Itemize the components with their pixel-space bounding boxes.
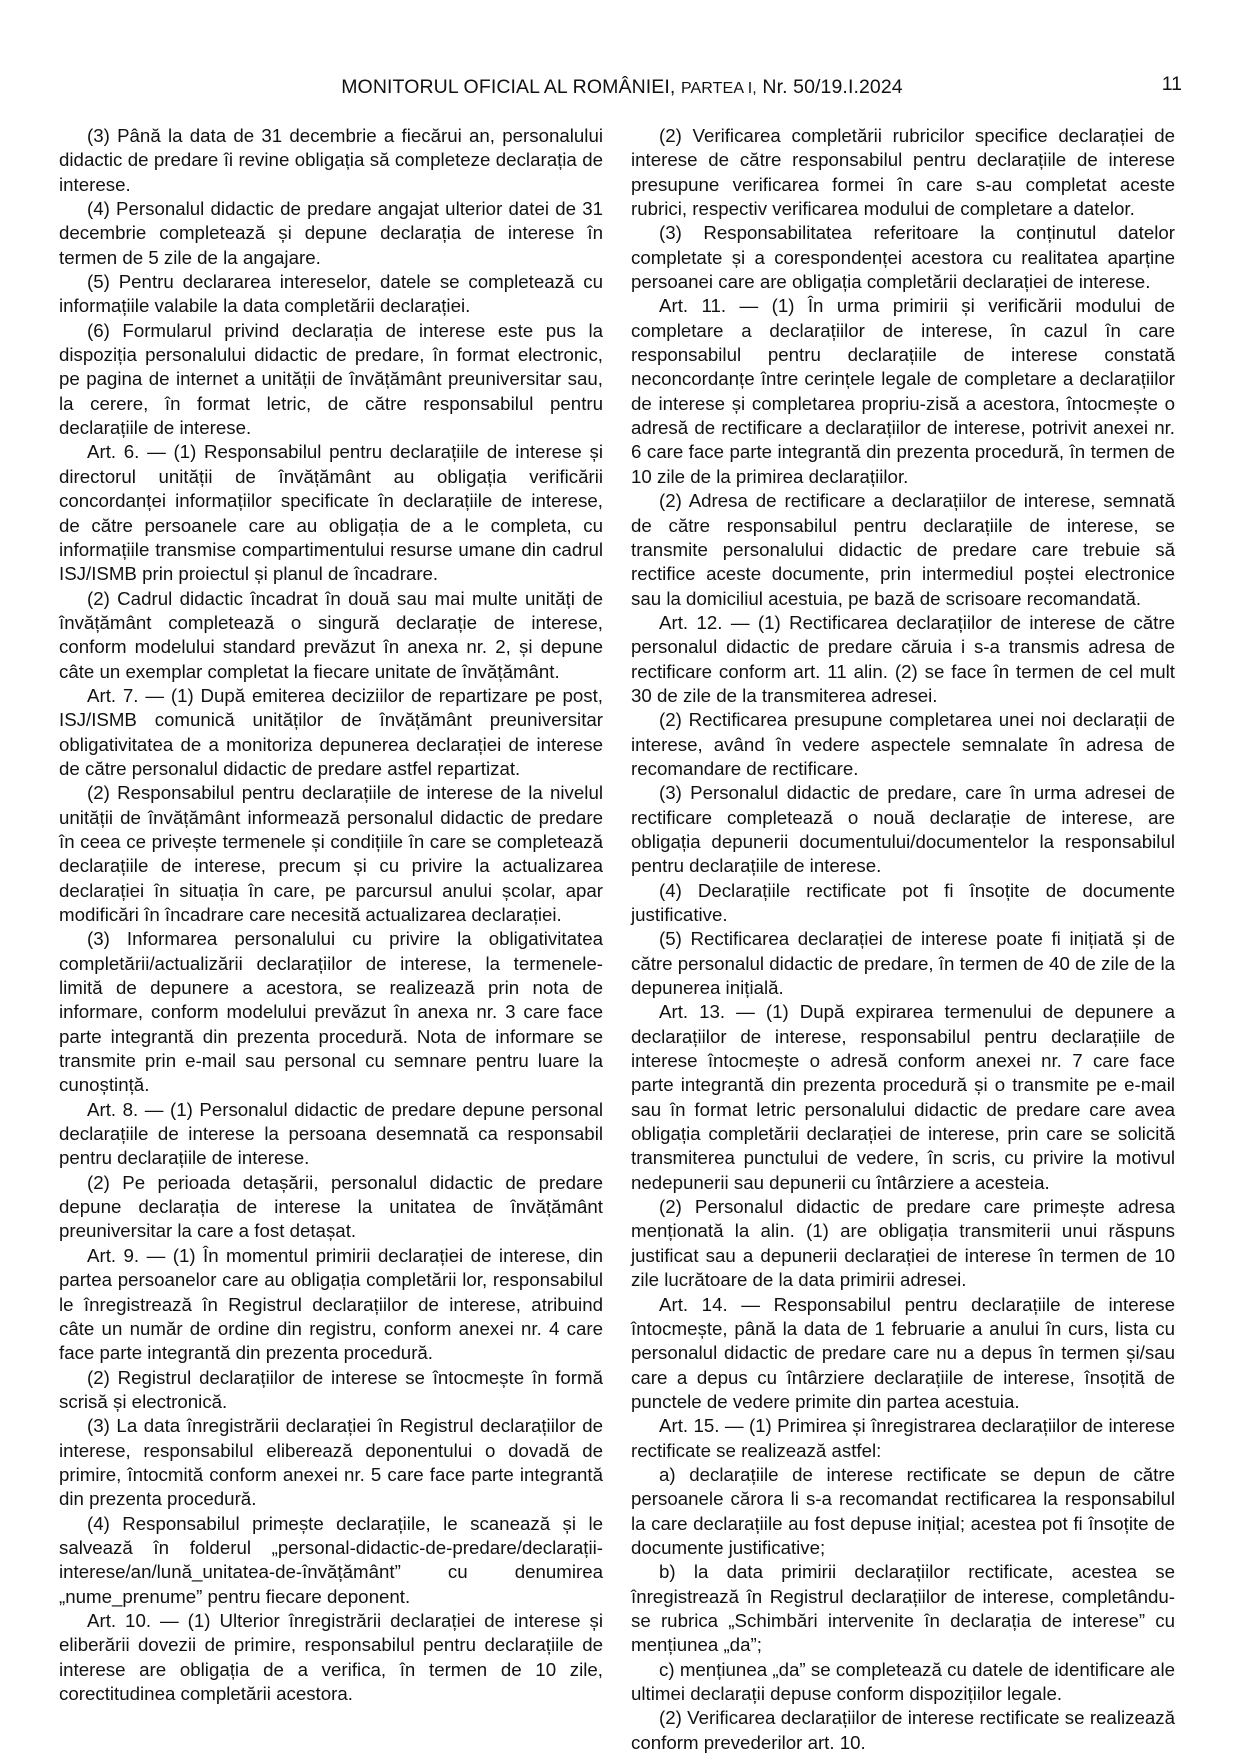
- list-item: b) la data primirii declarațiilor rectificate, acestea se înregistrează în Registrul declarațiilor de interese, completându-se rubrica „Schimbări intervenite în declarația de interese” cu mențiunea „da”;: [631, 1561, 1175, 1656]
- issue-number: Nr. 50/19.I.2024: [762, 76, 903, 98]
- paragraph: (4) Declarațiile rectificate pot fi însoțite de documente justificative.: [631, 879, 1175, 925]
- article-6: Art. 6. — (1) Responsabilul pentru declarațiile de interese și directorul unității de învățământ au obligația verificării concordanței informațiilor specificate în declarațiile de interese, de către persoanele care au obligația de a le completa, cu informațiile transmise compartimentului resurse umane din cadrul ISJ/ISMB prin proiectul și planul de încadrare.: [59, 441, 603, 585]
- article-11: Art. 11. — (1) În urma primirii și verificării modului de completare a declarațiilor de interese, în cazul în care responsabilul pentru declarațiile de interese constată neconcordanțe între cerințele legale de completare a declarațiilor de interese și completarea propriu-zisă a acestora, întocmește o adresă de rectificare a declarațiilor de interese, potrivit anexei nr. 6 care face parte integrantă din prezenta procedură, în termen de 10 zile de la primirea declarațiilor.: [631, 295, 1175, 487]
- page-header: [62, 73, 1182, 106]
- article-8: Art. 8. — (1) Personalul didactic de predare depune personal declarațiile de interese la persoana desemnată ca responsabil pentru declarațiile de interese.: [59, 1098, 603, 1169]
- right-column: [631, 124, 1175, 1755]
- paragraph: (4) Personalul didactic de predare angajat ulterior datei de 31 decembrie completează și depune declarația de interese în termen de 5 zile de la angajare.: [59, 198, 603, 268]
- paragraph: (2) Cadrul didactic încadrat în două sau mai multe unități de învățământ completează o singură declarație de interese, conform modelului standard prevăzut în anexa nr. 2, și depune câte un exemplar completat la fiecare unitate de învățământ.: [59, 587, 603, 682]
- paragraph: (5) Rectificarea declarației de interese poate fi inițiată și de către personalul didactic de predare, în termen de 40 de zile de la depunerea inițială.: [631, 928, 1175, 999]
- publication-part: PARTEA I,: [680, 80, 757, 97]
- left-column: [59, 124, 603, 1706]
- paragraph: (2) Adresa de rectificare a declarațiilor de interese, semnată de către responsabilul pentru declarațiile de interese, se transmite personalului didactic de predare care trebuie să rectifice aceste documente, prin intermediul poștei electronice sau la domiciliul acestuia, pe bază de scrisoare recomandată.: [631, 490, 1175, 609]
- paragraph: (5) Pentru declararea intereselor, datele se completează cu informațiile valabile la data completării declarației.: [59, 271, 603, 317]
- paragraph: (2) Responsabilul pentru declarațiile de interese de la nivelul unității de învățământ informează personalul didactic de predare în ceea ce privește termenele și condițiile în care se completează declarațiile de interese, precum și cu privire la actualizarea declarației în situația în care, pe parcursul anului școlar, apar modificări în încadrare care necesită actualizarea declarației.: [59, 782, 603, 925]
- paragraph: (3) Responsabilitatea referitoare la conținutul datelor completate și a corespondenței acestora cu realitatea aparține persoanei care are obligația completării declarației de interese.: [631, 222, 1175, 293]
- article-12: Art. 12. — (1) Rectificarea declarațiilor de interese de către personalul didactic de predare căruia i s-a transmis adresa de rectificare conform art. 11 alin. (2) se face în termen de cel mult 30 de zile de la transmiterea adresei.: [631, 611, 1175, 706]
- article-7: Art. 7. — (1) După emiterea deciziilor de repartizare pe post, ISJ/ISMB comunică unităților de învățământ preuniversitar obligativitatea de a monitoriza depunerea declarației de interese de către personalul didactic de predare astfel repartizat.: [59, 684, 603, 779]
- article-13: Art. 13. — (1) După expirarea termenului de depunere a declarațiilor de interese, responsabilul pentru declarațiile de interese întocmește o adresă conform anexei nr. 7 care face parte integrantă din prezenta procedură și o transmite pe e-mail sau în format letric personalului didactic de predare care avea obligația completării declarației de interese, prin care se solicită transmiterea punctului de vedere, în scris, cu privire la motivul nedepunerii sau depunerii cu întârziere a acesteia.: [631, 1001, 1175, 1193]
- publication-title: [62, 76, 1182, 99]
- article-14: Art. 14. — Responsabilul pentru declarațiile de interese întocmește, până la data de 1 februarie a anului în curs, lista cu personalul didactic de predare care nu a depus în termen și/sau care a depus cu întârziere declarațiile de interese, însoțită de punctele de vedere primite din partea acestuia.: [631, 1293, 1175, 1412]
- paragraph: (4) Responsabilul primește declarațiile, le scanează și le salvează în folderul „personal-didactic-de-predare/declarații-interese/an/lună_unitatea-de-învățământ” cu denumirea „nume_prenume” pentru fiecare deponent.: [59, 1512, 603, 1607]
- paragraph: (2) Personalul didactic de predare care primește adresa menționată la alin. (1) are obligația transmiterii unui răspuns justificat sau a depunerii declarației de interese în termen de 10 zile lucrătoare de la data primirii adresei.: [631, 1196, 1175, 1291]
- list-item: a) declarațiile de interese rectificate se depun de către persoanele cărora li s-a recomandat rectificarea la responsabilul la care declarațiile au fost depuse inițial; acestea pot fi însoțite de documente justificative;: [631, 1463, 1175, 1558]
- list-item: c) mențiunea „da” se completează cu datele de identificare ale ultimei declarații depuse conform dispozițiilor legale.: [631, 1658, 1175, 1704]
- paragraph: (2) Verificarea declarațiilor de interese rectificate se realizează conform prevederilor art. 10.: [631, 1707, 1175, 1753]
- paragraph: (2) Pe perioada detașării, personalul didactic de predare depune declarația de interese la unitatea de învățământ preuniversitar la care a fost detașat.: [59, 1171, 603, 1242]
- paragraph: (6) Formularul privind declarația de interese este pus la dispoziția personalului didactic de predare, în format electronic, pe pagina de internet a unității de învățământ preuniversitar sau, la cerere, în format letric, de către responsabilul pentru declarațiile de interese.: [59, 319, 603, 439]
- paragraph: (3) Personalul didactic de predare, care în urma adresei de rectificare completează o nouă declarație de interese, are obligația depunerii documentului/documentelor la responsabilul pentru declarațiile de interese.: [631, 782, 1175, 877]
- article-9: Art. 9. — (1) În momentul primirii declarației de interese, din partea persoanelor care au obligația completării lor, responsabilul le înregistrează în Registrul declarațiilor de interese, atribuind câte un număr de ordine din registru, conform anexei nr. 4 care face parte integrantă din prezenta procedură.: [59, 1244, 603, 1364]
- paragraph: (3) Informarea personalului cu privire la obligativitatea completării/actualizării declarațiilor de interese, la termenele-limită de depunere a acestora, se realizează prin nota de informare, conform modelului prevăzut în anexa nr. 3 care face parte integrantă din prezenta procedură. Nota de informare se transmite prin e-mail sau personal cu semnare pentru luare la cunoștință.: [59, 928, 603, 1096]
- paragraph: (3) Până la data de 31 decembrie a fiecărui an, personalului didactic de predare îi revine obligația să completeze declarația de interese.: [59, 125, 603, 195]
- article-15: Art. 15. — (1) Primirea și înregistrarea declarațiilor de interese rectificate se realizează astfel:: [631, 1415, 1175, 1461]
- paragraph: (2) Rectificarea presupune completarea unei noi declarații de interese, având în vedere aspectele semnalate în adresa de recomandare de rectificare.: [631, 709, 1175, 779]
- article-10: Art. 10. — (1) Ulterior înregistrării declarației de interese și eliberării dovezii de primire, responsabilul pentru declarațiile de interese are obligația de a verifica, în termen de 10 zile, corectitudinea completării acestora.: [59, 1609, 603, 1704]
- paragraph: (2) Verificarea completării rubricilor specifice declarației de interese de către responsabilul pentru declarațiile de interese presupune verificarea formei în care s-au completat aceste rubrici, respectiv verificarea modului de completare a datelor.: [631, 125, 1175, 220]
- paragraph: (2) Registrul declarațiilor de interese se întocmește în formă scrisă și electronică.: [59, 1366, 603, 1412]
- page-number: 11: [1161, 73, 1182, 95]
- paragraph: (3) La data înregistrării declarației în Registrul declarațiilor de interese, responsabilul eliberează deponentului o dovadă de primire, întocmită conform anexei nr. 5 care face parte integrantă din prezenta procedură.: [59, 1415, 603, 1510]
- publication-name: MONITORUL OFICIAL AL ROMÂNIEI,: [341, 76, 676, 98]
